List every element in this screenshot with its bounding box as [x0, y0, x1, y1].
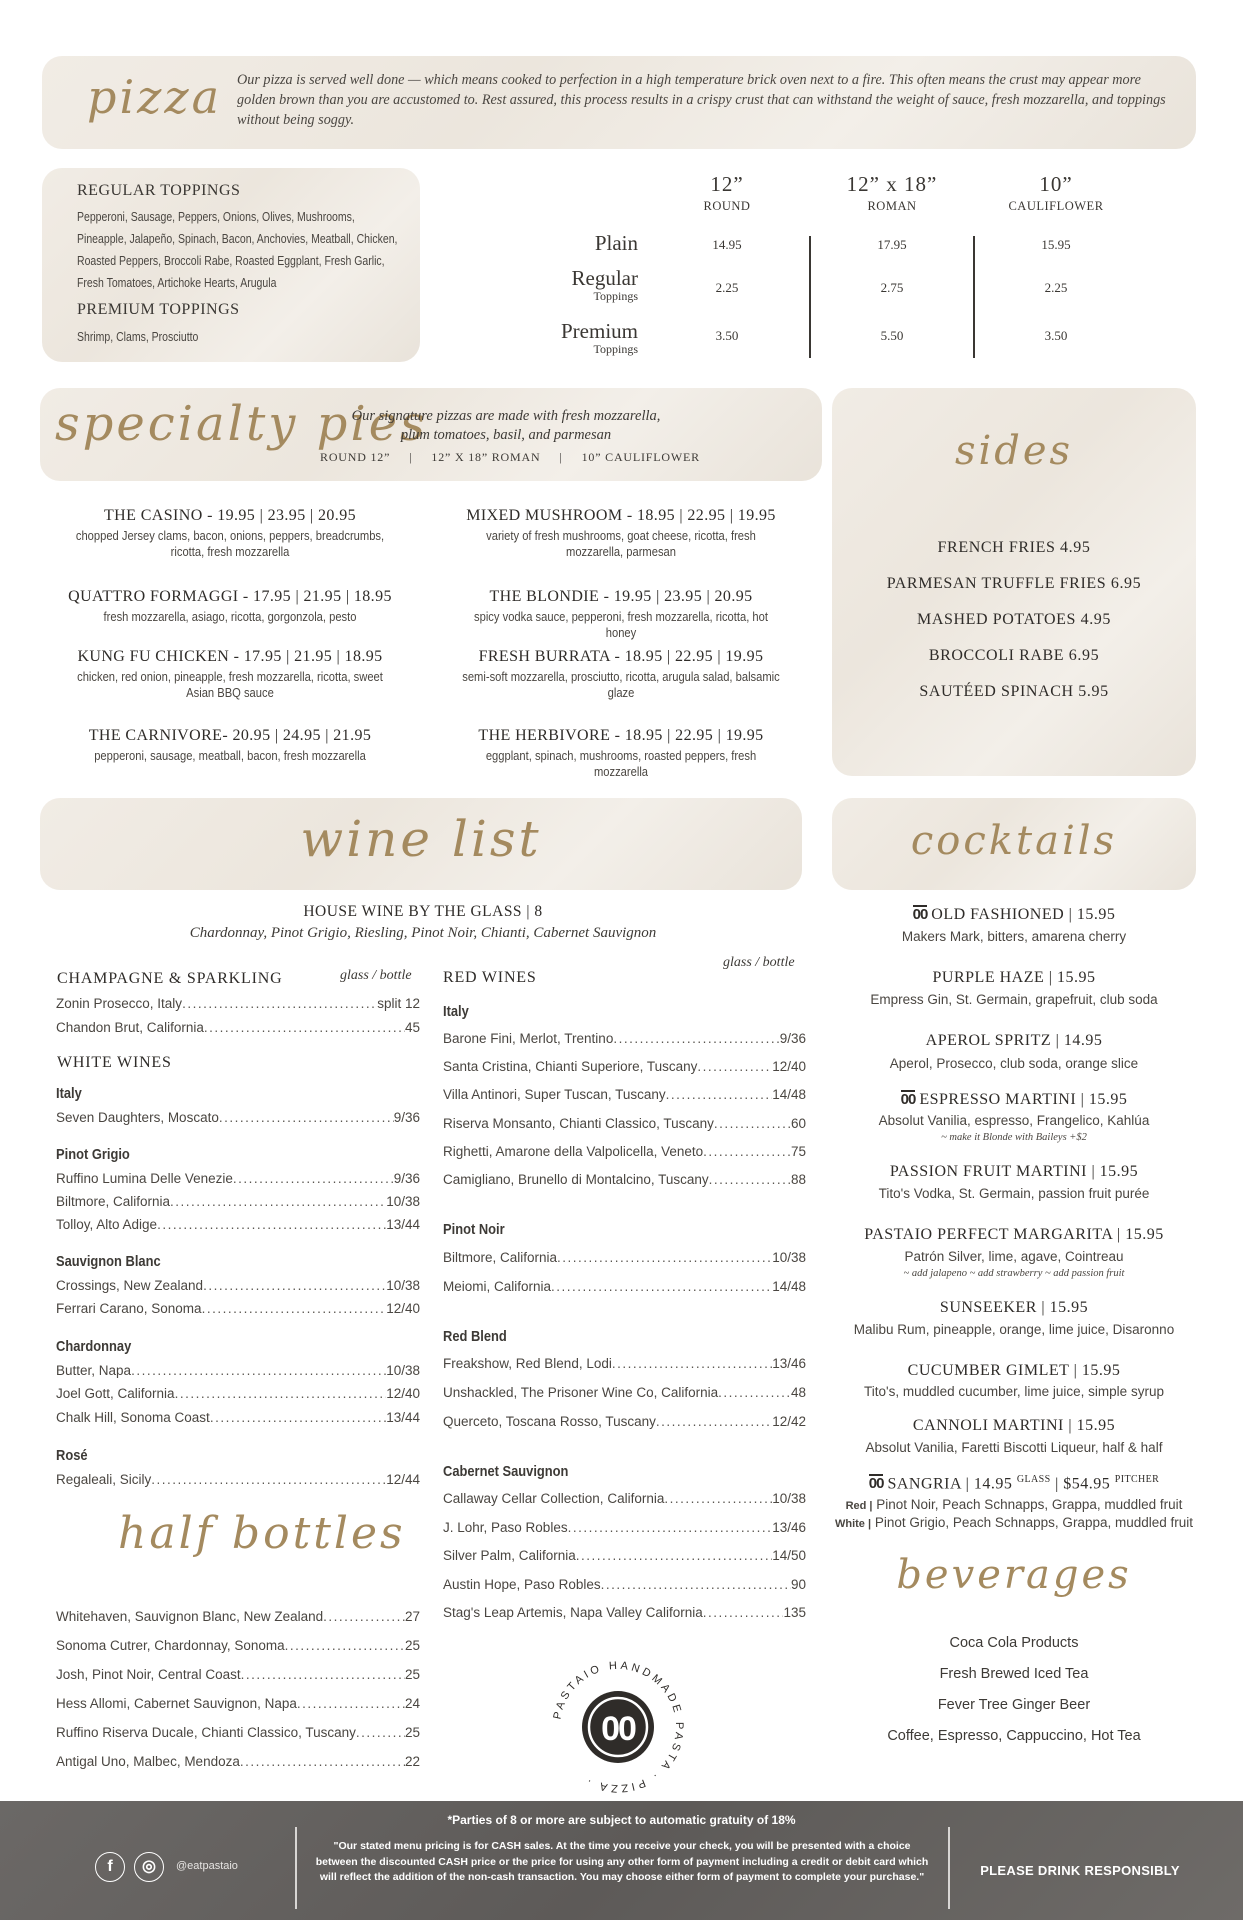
wine-line: Chalk Hill, Sonoma Coast ..... 13/44	[56, 1410, 420, 1428]
wine-line: Tolloy, Alto Adige ..... 13/44	[56, 1217, 420, 1235]
wine-line: Josh, Pinot Noir, Central Coast ..... 25	[56, 1667, 420, 1685]
regular-toppings-title: REGULAR TOPPINGS	[77, 182, 241, 199]
footer-divider	[295, 1827, 297, 1909]
cocktail-desc: Absolut Vanilia, espresso, Frangelico, Kahlúa	[878, 1113, 1150, 1128]
price-plain-round: 14.95	[712, 237, 742, 252]
side-item: PARMESAN TRUFFLE FRIES 6.95	[886, 575, 1142, 592]
price-regular-cauliflower: 2.25	[1044, 280, 1068, 295]
region-heading: Sauvignon Blanc	[56, 1253, 161, 1270]
wine-line: Biltmore, California ..... 10/38	[56, 1194, 420, 1212]
pie-ingredients: eggplant, spinach, mushrooms, roasted peppers, fresh mozzarella	[485, 748, 757, 779]
beverage-item: Coffee, Espresso, Cappuccino, Hot Tea	[887, 1728, 1141, 1744]
brand-mark-icon: 00	[868, 1475, 884, 1493]
house-wine-varietals: Chardonnay, Pinot Grigio, Riesling, Pinot Noir, Chianti, Cabernet Sauvignon	[189, 925, 657, 941]
price-regular-round: 2.25	[715, 280, 739, 295]
wine-line: Villa Antinori, Super Tuscan, Tuscany ..... 14/48	[443, 1087, 806, 1105]
wine-line: Ruffino Lumina Delle Venezie ..... 9/36	[56, 1171, 420, 1189]
size-header-round: 12” ROUND	[703, 172, 751, 213]
sides-title: sides	[954, 428, 1074, 474]
premium-toppings-list: Shrimp, Clams, Prosciutto	[77, 330, 199, 344]
wine-line: Biltmore, California ..... 10/38	[443, 1250, 806, 1268]
pie-name: THE CARNIVORE- 20.95 | 24.95 | 21.95	[88, 727, 372, 744]
wine-line: Zonin Prosecco, Italy ..... split 12	[56, 996, 420, 1014]
pizza-description: Our pizza is served well done — which means cooked to perfection in a high temperature brick oven next to a fire. This often means the crust may appear more golden brown than you are accustomed to. Rest assured, this process results in a crispy crust that can withstand the weight of sauce, fresh mozzarella, and toppings without being soggy.	[237, 72, 1166, 128]
regular-toppings-list: Pepperoni, Sausage, Peppers, Onions, Olives, Mushrooms, Pineapple, Jalapeño, Spinach, Bacon, Anchovies, Meatball, Chicken, Roasted Peppers, Broccoli Rabe, Roasted Eggplant, Fresh Garlic, Fresh Tomatoes, Artichoke Hearts, Arugula	[77, 210, 398, 290]
cocktail-name: 00 ESPRESSO MARTINI | 15.95	[900, 1091, 1128, 1108]
pie-ingredients: fresh mozzarella, asiago, ricotta, gorgonzola, pesto	[103, 609, 357, 624]
grid-divider	[973, 236, 975, 358]
grid-divider	[809, 236, 811, 358]
svg-text:00: 00	[601, 1710, 635, 1748]
glass-bottle-label: glass / bottle	[723, 955, 795, 970]
price-premium-cauliflower: 3.50	[1044, 328, 1068, 343]
cash-pricing-note: "Our stated menu pricing is for CASH sales. At the time you receive your check, you will be presented with a choice between the discounted CASH price or the price for using any other form of payment including a credit or debit card which will reflect the addition of the non-cash transaction. You may choose either form of payment to complete your purchase."	[315, 1840, 929, 1883]
wine-list-title: wine list	[300, 810, 542, 868]
pie-name: FRESH BURRATA - 18.95 | 22.95 | 19.95	[478, 648, 764, 665]
price-regular-roman: 2.75	[880, 280, 904, 295]
wine-line: Freakshow, Red Blend, Lodi ..... 13/46	[443, 1356, 806, 1374]
social-handle[interactable]: @eatpastaio	[176, 1860, 238, 1872]
cocktail-desc: Aperol, Prosecco, club soda, orange slice	[889, 1056, 1139, 1071]
wine-line: Camigliano, Brunello di Montalcino, Tuscany ..... 88	[443, 1172, 806, 1190]
cocktail-desc: Makers Mark, bitters, amarena cherry	[901, 929, 1127, 944]
cocktail-desc: Malibu Rum, pineapple, orange, lime juice, Disaronno	[853, 1322, 1175, 1337]
wine-line: Querceto, Toscana Rosso, Tuscany ..... 12/42	[443, 1414, 806, 1432]
pizza-section-title: pizza	[87, 70, 223, 124]
wine-line: Austin Hope, Paso Robles ..... 90	[443, 1577, 806, 1595]
side-item: BROCCOLI RABE 6.95	[928, 647, 1100, 664]
beverage-item: Fresh Brewed Iced Tea	[939, 1666, 1089, 1682]
cocktail-desc: Absolut Vanilia, Faretti Biscotti Liqueur, half & half	[865, 1440, 1163, 1455]
pie-item	[431, 507, 811, 560]
wine-line: Ferrari Carano, Sonoma ..... 12/40	[56, 1301, 420, 1319]
beverages-title: beverages	[896, 1552, 1132, 1598]
region-heading: Chardonnay	[56, 1338, 132, 1355]
price-premium-roman: 5.50	[880, 328, 904, 343]
house-wine-heading: HOUSE WINE BY THE GLASS | 8	[303, 903, 543, 920]
pie-item	[40, 648, 420, 701]
wine-line: Chandon Brut, California ..... 45	[56, 1020, 420, 1038]
cocktail-note: ~ add jalapeno ~ add strawberry ~ add passion fruit	[903, 1268, 1125, 1279]
pie-name: MIXED MUSHROOM - 18.95 | 22.95 | 19.95	[466, 507, 776, 524]
white-wines-title: WHITE WINES	[57, 1054, 172, 1071]
wine-line: Silver Palm, California ..... 14/50	[443, 1548, 806, 1566]
cocktail-desc: Tito's Vodka, St. Germain, passion fruit purée	[878, 1186, 1150, 1201]
glass-bottle-label: glass / bottle	[340, 968, 412, 983]
wine-line: Stag's Leap Artemis, Napa Valley California ..... 135	[443, 1605, 806, 1623]
pizza-intro-panel	[42, 56, 1196, 149]
pie-name: THE CASINO - 19.95 | 23.95 | 20.95	[104, 507, 356, 524]
wine-line: Ruffino Riserva Ducale, Chianti Classico, Tuscany ..... 25	[56, 1725, 420, 1743]
pie-ingredients: pepperoni, sausage, meatball, bacon, fresh mozzarella	[94, 748, 366, 763]
wine-line: Righetti, Amarone della Valpolicella, Veneto ..... 75	[443, 1144, 806, 1162]
price-plain-roman: 17.95	[877, 237, 907, 252]
pastaio-logo	[547, 1656, 689, 1798]
pie-ingredients: chicken, red onion, pineapple, fresh mozzarella, ricotta, sweet Asian BBQ sauce	[77, 669, 383, 700]
pie-name: KUNG FU CHICKEN - 17.95 | 21.95 | 18.95	[77, 648, 383, 665]
cocktail-name: 00 OLD FASHIONED | 15.95	[912, 906, 1116, 923]
beverage-item: Fever Tree Ginger Beer	[937, 1697, 1091, 1713]
row-label-premium: Premium Toppings	[561, 319, 638, 356]
region-heading: Italy	[56, 1085, 82, 1102]
pie-ingredients: semi-soft mozzarella, prosciutto, ricotta, arugula salad, balsamic glaze	[462, 669, 780, 700]
cocktail-name: CANNOLI MARTINI | 15.95	[912, 1417, 1116, 1434]
wine-line: Antigal Uno, Malbec, Mendoza ..... 22	[56, 1754, 420, 1772]
region-heading: Rosé	[56, 1447, 88, 1464]
cocktail-name: CUCUMBER GIMLET | 15.95	[907, 1362, 1121, 1379]
region-heading: Pinot Noir	[443, 1221, 505, 1238]
cocktail-name: PASTAIO PERFECT MARGARITA | 15.95	[864, 1226, 1164, 1243]
wine-line: Unshackled, The Prisoner Wine Co, California ..... 48	[443, 1385, 806, 1403]
price-premium-round: 3.50	[715, 328, 739, 343]
wine-line: Riserva Monsanto, Chianti Classico, Tuscany ..... 60	[443, 1116, 806, 1134]
region-heading: Italy	[443, 1003, 469, 1020]
red-wines-title: RED WINES	[443, 969, 537, 986]
wine-line: Santa Cristina, Chianti Superiore, Tuscany ..... 12/40	[443, 1059, 806, 1077]
region-heading: Cabernet Sauvignon	[443, 1463, 569, 1480]
cocktail-desc: Tito's, muddled cucumber, lime juice, simple syrup	[864, 1384, 1164, 1399]
wine-line: Hess Allomi, Cabernet Sauvignon, Napa ..... 24	[56, 1696, 420, 1714]
wine-line: Meiomi, California ..... 14/48	[443, 1279, 806, 1297]
pie-ingredients: variety of fresh mushrooms, goat cheese, ricotta, fresh mozzarella, parmesan	[486, 528, 756, 559]
toppings-panel	[42, 168, 420, 362]
sangria-red: Red | Pinot Noir, Peach Schnapps, Grappa, muddled fruit	[845, 1497, 1183, 1512]
wine-line: Sonoma Cutrer, Chardonnay, Sonoma ..... 25	[56, 1638, 420, 1656]
region-heading: Red Blend	[443, 1328, 507, 1345]
wine-line: Barone Fini, Merlot, Trentino ..... 9/36	[443, 1031, 806, 1049]
side-item: FRENCH FRIES 4.95	[937, 539, 1091, 556]
specialty-pies-panel	[40, 388, 822, 481]
pie-item	[431, 727, 811, 780]
wine-line: Regaleali, Sicily ..... 12/44	[56, 1472, 420, 1490]
pie-name: THE BLONDIE - 19.95 | 23.95 | 20.95	[489, 588, 753, 605]
side-item: MASHED POTATOES 4.95	[917, 611, 1111, 628]
wine-line: Butter, Napa ..... 10/38	[56, 1363, 420, 1381]
wine-line: Whitehaven, Sauvignon Blanc, New Zealand ..... 27	[56, 1609, 420, 1627]
sangria-name: 00 SANGRIA | 14.95 $^{GLASS}$ | $54.95 $^{PITCHER}$	[868, 1474, 1160, 1493]
size-header-cauliflower: 10” CAULIFLOWER	[1008, 172, 1104, 213]
price-plain-cauliflower: 15.95	[1041, 237, 1071, 252]
cocktails-title: cocktails	[910, 818, 1118, 864]
pie-item	[431, 648, 811, 701]
facebook-icon[interactable]: f	[95, 1852, 125, 1882]
side-item: SAUTÉED SPINACH 5.95	[919, 683, 1109, 700]
pie-name: THE HERBIVORE - 18.95 | 22.95 | 19.95	[478, 727, 764, 744]
svg-text:PASTAIO HANDMADE PASTA · PIZZA: PASTAIO HANDMADE PASTA · PIZZA ·	[551, 1659, 686, 1795]
wine-list-panel	[40, 798, 802, 890]
wine-line: Joel Gott, California ..... 12/40	[56, 1386, 420, 1404]
beverage-item: Coca Cola Products	[949, 1635, 1079, 1651]
cocktail-desc: Patrón Silver, lime, agave, Cointreau	[904, 1249, 1124, 1264]
brand-mark-icon: 00	[900, 1091, 916, 1108]
wine-line: Seven Daughters, Moscato ..... 9/36	[56, 1110, 420, 1128]
half-bottles-title: half bottles	[118, 1508, 406, 1559]
drink-responsibly: PLEASE DRINK RESPONSIBLY	[980, 1863, 1180, 1878]
pie-item	[40, 588, 420, 625]
row-label-plain: Plain	[594, 231, 638, 255]
wine-line: J. Lohr, Paso Robles ..... 13/46	[443, 1520, 806, 1538]
premium-toppings-title: PREMIUM TOPPINGS	[77, 301, 240, 318]
cocktail-name: SUNSEEKER | 15.95	[939, 1299, 1089, 1316]
footer	[0, 1801, 1243, 1920]
pie-ingredients: chopped Jersey clams, bacon, onions, peppers, breadcrumbs, ricotta, fresh mozzarella	[75, 528, 385, 559]
cocktail-desc: Empress Gin, St. Germain, grapefruit, club soda	[870, 992, 1158, 1007]
pie-item	[431, 588, 811, 641]
wine-line: Callaway Cellar Collection, California ..... 10/38	[443, 1491, 806, 1509]
region-heading: Pinot Grigio	[56, 1146, 130, 1163]
pie-name: QUATTRO FORMAGGI - 17.95 | 21.95 | 18.95	[68, 588, 392, 605]
specialty-pies-title: specialty pies	[55, 396, 428, 452]
pie-item	[40, 727, 420, 764]
cocktail-note: ~ make it Blonde with Baileys +$2	[941, 1132, 1087, 1143]
cocktail-name: PASSION FRUIT MARTINI | 15.95	[889, 1163, 1139, 1180]
sparkling-title: CHAMPAGNE & SPARKLING	[57, 970, 283, 987]
cocktails-panel	[832, 798, 1196, 890]
sangria-white: White | Pinot Grigio, Peach Schnapps, Grappa, muddled fruit	[834, 1515, 1194, 1530]
cocktail-name: APEROL SPRITZ | 14.95	[925, 1032, 1103, 1049]
row-label-regular: Regular Toppings	[571, 266, 638, 303]
specialty-description: Our signature pizzas are made with fresh mozzarella, plum tomatoes, basil, and parmesan	[351, 408, 661, 443]
brand-mark-icon: 00	[912, 906, 928, 923]
pie-item	[40, 507, 420, 560]
sides-panel	[832, 388, 1196, 776]
pie-ingredients: spicy vodka sauce, pepperoni, fresh mozzarella, ricotta, hot honey	[474, 609, 768, 640]
cocktail-name: PURPLE HAZE | 15.95	[932, 969, 1096, 986]
wine-line: Crossings, New Zealand ..... 10/38	[56, 1278, 420, 1296]
specialty-sizes: ROUND 12” | 12” X 18” ROMAN | 10” CAULIFLOWER	[320, 450, 700, 464]
instagram-icon[interactable]: ◎	[134, 1852, 164, 1882]
gratuity-note: *Parties of 8 or more are subject to automatic gratuity of 18%	[447, 1813, 796, 1827]
size-header-roman: 12” x 18” ROMAN	[846, 172, 938, 213]
